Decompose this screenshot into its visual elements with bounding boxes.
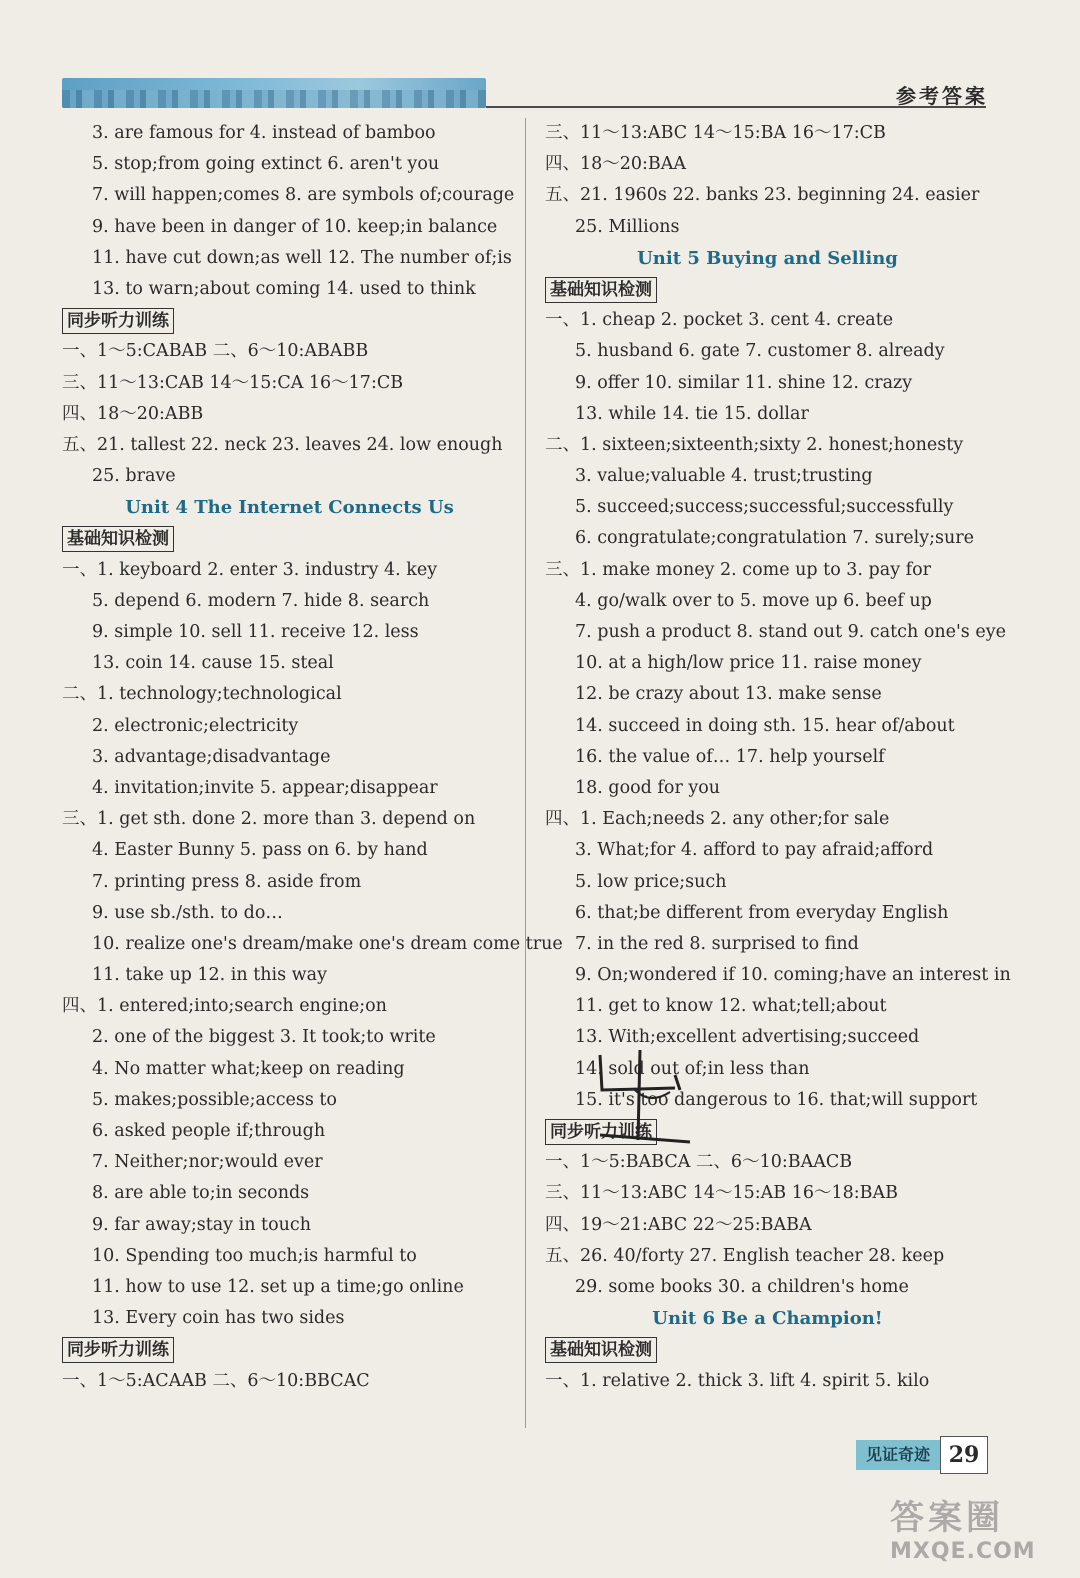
unit-title: Unit 4 The Internet Connects Us [125,497,454,519]
column-divider [525,118,526,1428]
page-number: 29 [940,1436,988,1474]
answer-line: 一、1. cheap 2. pocket 3. cent 4. create [545,310,894,331]
section-heading-wrap [545,1334,990,1365]
answer-line: 四、1. entered;into;search engine;on [62,996,387,1017]
answer-line: 5. depend 6. modern 7. hide 8. search [92,590,430,611]
answer-line: 四、18～20:ABB [62,403,204,424]
answer-line: 10. Spending too much;is harmful to [92,1245,417,1266]
answer-line: 13. coin 14. cause 15. steal [92,653,334,674]
answer-line: 4. Easter Bunny 5. pass on 6. by hand [92,840,428,861]
answer-line: 15. it's too dangerous to 16. that;will support [575,1089,978,1110]
page-title: 参考答案 [896,84,988,108]
answer-line: 4. invitation;invite 5. appear;disappear [92,777,438,798]
answer-line: 3. are famous for 4. instead of bamboo [92,123,436,143]
answer-line: 14. succeed in doing sth. 15. hear of/about [575,715,955,736]
answer-line: 一、1. relative 2. thick 3. lift 4. spirit 5. kilo [545,1370,930,1391]
answer-line: 三、11～13:ABC 14～15:AB 16～18:BAB [545,1183,898,1204]
section-heading: 同步听力训练 [62,308,174,334]
answer-line: 一、1～5:ACAAB 二、6～10:BBCAC [62,1370,370,1391]
answer-line: 16. the value of… 17. help yourself [575,746,885,767]
answer-line: 2. one of the biggest 3. It took;to write [92,1027,436,1048]
answer-line: 18. good for you [575,777,721,798]
unit-title: Unit 6 Be a Champion! [652,1308,883,1330]
answer-line: 6. congratulate;congratulation 7. surely;sure [575,528,975,549]
section-heading: 基础知识检测 [545,277,657,303]
answer-line: 9. have been in danger of 10. keep;in balance [92,216,498,237]
answer-line: 四、18～20:BAA [545,154,687,175]
answer-line: 五、21. 1960s 22. banks 23. beginning 24. easier [545,185,980,206]
right-column [545,118,1011,1397]
watermark-top: 答案圈 [890,1498,1004,1538]
section-heading: 同步听力训练 [545,1119,657,1145]
answer-line: 25. Millions [575,216,680,237]
answer-line: 三、11～13:ABC 14～15:BA 16～17:CB [545,123,886,143]
answer-line: 11. how to use 12. set up a time;go online [92,1276,464,1297]
answer-line: 10. at a high/low price 11. raise money [575,653,922,674]
answer-line: 5. succeed;success;successful;successfully [575,497,954,518]
answer-line: 11. have cut down;as well 12. The number of;is [92,247,512,268]
answer-line: 二、1. technology;technological [62,684,342,705]
answer-line: 29. some books 30. a children's home [575,1276,909,1297]
answer-line: 9. use sb./sth. to do… [92,902,283,923]
answer-line: 3. What;for 4. afford to pay afraid;afford [575,840,934,861]
answer-line: 二、1. sixteen;sixteenth;sixty 2. honest;honesty [545,434,964,455]
handwritten-scribble [580,1030,710,1150]
answer-line: 11. take up 12. in this way [92,965,327,986]
left-column [62,118,563,1397]
answer-line: 五、26. 40/forty 27. English teacher 28. keep [545,1245,945,1266]
answer-line: 5. husband 6. gate 7. customer 8. already [575,341,945,362]
answer-line: 7. printing press 8. aside from [92,871,362,892]
answer-line: 5. makes;possible;access to [92,1089,337,1110]
answer-line: 13. With;excellent advertising;succeed [575,1027,920,1048]
cityscape-silhouette [62,90,486,108]
answer-line: 4. go/walk over to 5. move up 6. beef up [575,590,932,611]
answer-line: 9. offer 10. similar 11. shine 12. crazy [575,372,913,393]
answer-line: 3. advantage;disadvantage [92,746,331,767]
answer-line: 3. value;valuable 4. trust;trusting [575,466,873,487]
answer-line: 7. push a product 8. stand out 9. catch one's eye [575,622,1006,642]
answer-line: 6. that;be different from everyday English [575,902,949,923]
answer-line: 25. brave [92,466,176,487]
answer-line: 四、1. Each;needs 2. any other;for sale [545,809,890,830]
answer-line: 12. be crazy about 13. make sense [575,684,882,705]
section-heading-wrap [62,523,517,554]
answer-line: 9. simple 10. sell 11. receive 12. less [92,622,419,642]
section-heading: 基础知识检测 [545,1337,657,1363]
watermark-bottom: MXQE.COM [890,1539,1036,1564]
answer-line: 13. Every coin has two sides [92,1308,345,1329]
answer-line: 11. get to know 12. what;tell;about [575,996,887,1017]
answer-line: 2. electronic;electricity [92,715,299,736]
answer-line: 7. in the red 8. surprised to find [575,933,859,954]
answer-line: 8. are able to;in seconds [92,1183,310,1204]
answer-line: 7. will happen;comes 8. are symbols of;courage [92,185,515,206]
answer-line: 三、1. get sth. done 2. more than 3. depend on [62,809,476,830]
answer-line: 四、19～21:ABC 22～25:BABA [545,1214,812,1235]
section-heading-wrap [62,1334,517,1365]
header-banner-image [62,78,486,108]
answer-line: 7. Neither;nor;would ever [92,1152,323,1173]
answer-line: 一、1. keyboard 2. enter 3. industry 4. key [62,559,438,580]
answer-line: 5. stop;from going extinct 6. aren't you [92,154,440,175]
answer-line: 6. asked people if;through [92,1121,326,1141]
answer-line: 三、1. make money 2. come up to 3. pay for [545,559,932,580]
answer-line: 五、21. tallest 22. neck 23. leaves 24. low enough [62,434,503,455]
answer-line: 三、11～13:CAB 14～15:CA 16～17:CB [62,372,404,393]
answer-line: 4. No matter what;keep on reading [92,1058,405,1079]
answer-line: 10. realize one's dream/make one's dream come true [92,933,563,954]
section-heading-wrap [62,305,517,336]
answer-line: 13. to warn;about coming 14. used to think [92,278,476,299]
section-heading: 基础知识检测 [62,526,174,552]
answer-line: 9. On;wondered if 10. coming;have an interest in [575,965,1011,986]
answer-line: 一、1～5:BABCA 二、6～10:BAACB [545,1152,853,1173]
answer-line: 13. while 14. tie 15. dollar [575,403,809,424]
brand-label: 见证奇迹 [856,1440,940,1470]
section-heading: 同步听力训练 [62,1337,174,1363]
unit-title: Unit 5 Buying and Selling [637,247,898,269]
watermark [890,1490,1070,1570]
answer-line: 14. sold out of;in less than [575,1058,810,1079]
answer-line: 9. far away;stay in touch [92,1214,311,1235]
answer-line: 一、1～5:CABAB 二、6～10:ABABB [62,341,369,362]
answer-line: 5. low price;such [575,871,727,892]
section-heading-wrap [545,274,990,305]
